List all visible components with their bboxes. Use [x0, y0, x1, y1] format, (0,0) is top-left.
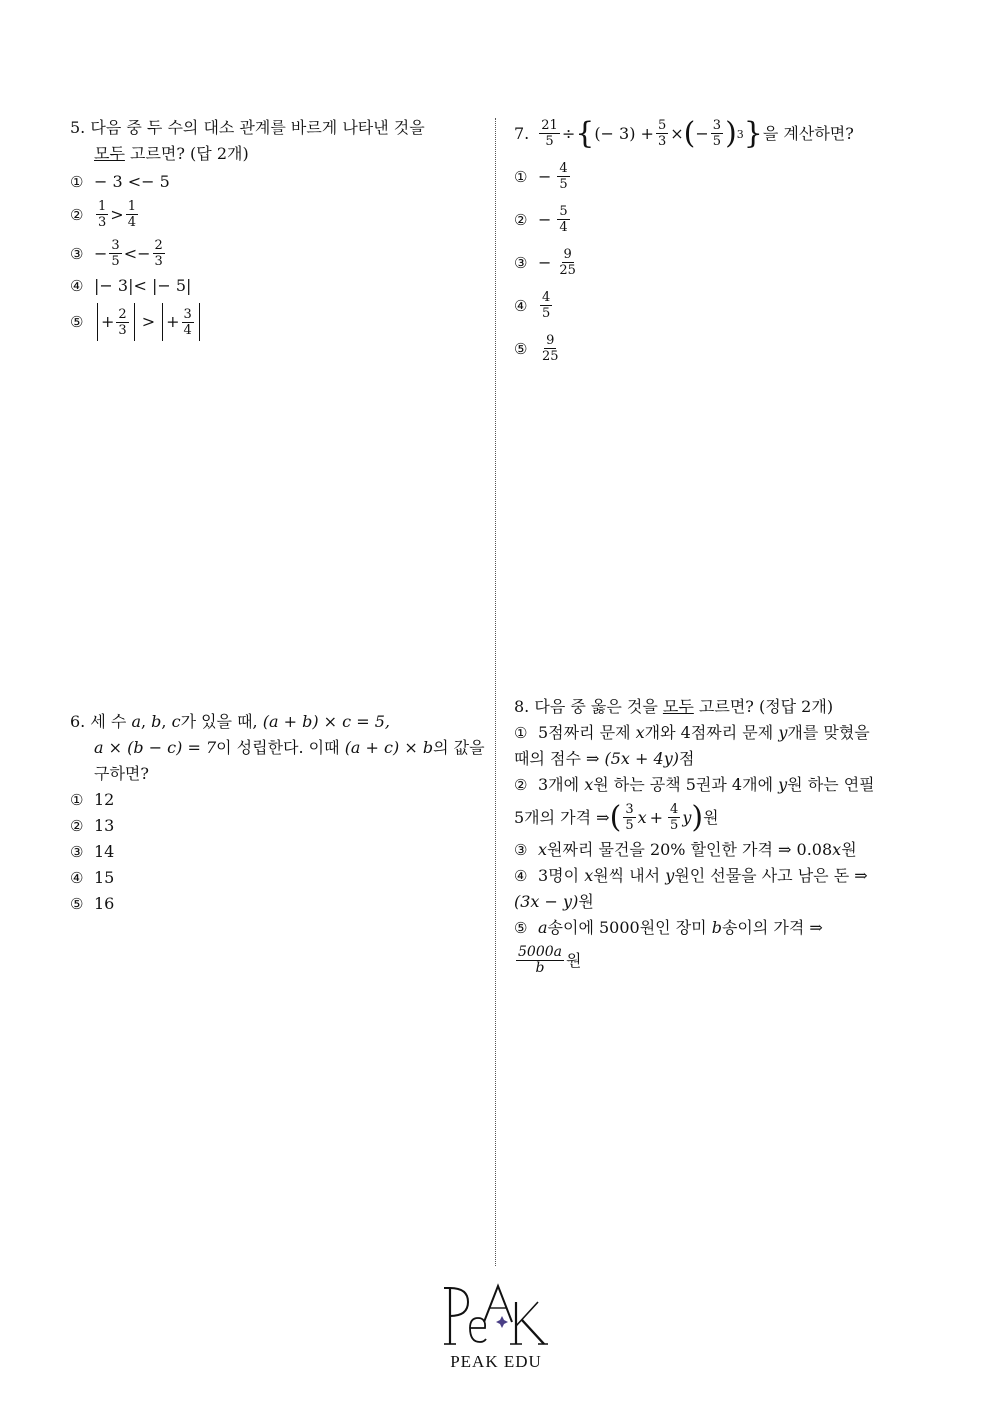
q5-o5-sign-a: +	[101, 312, 115, 331]
q7-option-4-mark: ④	[514, 296, 528, 315]
q5-o5-frac-b: $\frac{3}{4}$	[183, 306, 192, 338]
q7-option-5[interactable]	[514, 333, 854, 364]
q7-minus-sign: −	[695, 123, 709, 143]
q8-option-1-line2	[514, 746, 875, 772]
question-8	[514, 694, 875, 976]
q8-o5-e: 원	[565, 950, 582, 970]
q7-option-5-frac: $\frac{9}{25}$	[542, 333, 559, 364]
q8-o1-c: 개를 맞혔을	[787, 723, 870, 742]
q6-option-4-mark: ④	[70, 869, 84, 887]
q8-o2-y2: y	[682, 807, 692, 827]
q7-number: 7.	[514, 123, 530, 143]
q5-option-4-mark: ④	[70, 277, 84, 295]
q7-brace-close: }	[743, 115, 763, 151]
q6-option-4-text: 15	[94, 868, 115, 887]
q7-option-2-sign: −	[538, 209, 552, 229]
q6-var-c: c	[171, 712, 181, 731]
q5-option-4-text: |− 3|< |− 5|	[94, 276, 192, 295]
q5-o3-frac-b: $\frac{2}{3}$	[154, 238, 163, 269]
q8-option-3[interactable]	[514, 837, 875, 863]
q7-option-1-mark: ①	[514, 167, 528, 186]
q8-underline-word: 모두	[662, 697, 694, 716]
q8-o2-d: 5개의 가격 ⇒	[514, 807, 610, 827]
q8-o2-x: x	[584, 775, 594, 794]
peak-logo-mark	[440, 1282, 552, 1348]
q8-o2-y: y	[778, 775, 788, 794]
q8-o1-a: 5점짜리 문제	[538, 723, 636, 742]
q5-option-1-text: − 3 <− 5	[94, 172, 170, 191]
q5-stem-line1: 다음 중 두 수의 대소 관계를 바르게 나타낸 것을	[90, 118, 425, 137]
q8-o1-expr: (5x + 4y)	[604, 749, 679, 768]
q5-o2-frac-b: $\frac{1}{4}$	[127, 199, 136, 230]
q8-option-3-mark: ③	[514, 841, 528, 859]
q7-stem	[514, 115, 854, 151]
q8-stem-a: 다음 중 옳은 것을	[534, 697, 663, 716]
q8-o2-b: 원 하는 공책 5권과 4개에	[593, 775, 779, 794]
q6-option-3-text: 14	[94, 842, 115, 861]
q5-option-1-mark: ①	[70, 173, 84, 191]
q8-o4-y: y	[665, 866, 675, 885]
q5-option-5[interactable]	[70, 303, 425, 341]
q6-option-5-text: 16	[94, 894, 115, 913]
q6-stem-line2	[70, 735, 485, 761]
q6-var-b: b	[151, 712, 162, 731]
q8-o5-b: 송이에 5000원인 장미	[547, 918, 712, 937]
q7-option-2-frac: $\frac{5}{4}$	[559, 204, 568, 235]
q8-o1-b: 개와 4점짜리 문제	[644, 723, 779, 742]
q6-option-2-text: 13	[94, 816, 115, 835]
q5-option-2-mark: ②	[70, 205, 84, 224]
q8-o2-e: 원	[703, 807, 719, 827]
column-divider	[495, 118, 496, 1266]
q8-stem	[514, 694, 875, 720]
q8-option-1-mark: ①	[514, 724, 528, 742]
q7-option-3-sign: −	[538, 252, 552, 272]
q5-o5-abs-right-a	[134, 303, 135, 341]
q5-o5-frac-a: $\frac{2}{3}$	[118, 306, 127, 338]
q6-stem-line3: 구하면?	[94, 764, 149, 783]
q7-paren-close: )	[725, 115, 737, 151]
q8-o5-frac: $\frac{5000a}{b}$	[518, 944, 562, 976]
q8-option-2[interactable]	[514, 772, 875, 798]
q8-option-4[interactable]	[514, 863, 875, 889]
q6-expr1: (a + b) × c = 5,	[262, 712, 390, 731]
q8-option-2-line2	[514, 799, 875, 835]
q7-lead-frac: $\frac{21}{5}$	[541, 118, 558, 149]
q8-o4-expr: (3x − y)	[514, 892, 579, 911]
q8-o2-paren-open: (	[609, 799, 622, 835]
q5-o5-abs-left-b	[162, 303, 163, 341]
q7-option-4-frac: $\frac{4}{5}$	[542, 290, 551, 321]
question-5	[70, 115, 425, 341]
q8-o4-a: 3명이	[538, 866, 585, 885]
question-6	[70, 709, 485, 917]
q7-option-3[interactable]	[514, 247, 854, 278]
q5-underline-word: 모두	[94, 144, 125, 163]
q7-option-2-mark: ②	[514, 210, 528, 229]
q8-o3-x2: x	[832, 840, 842, 859]
q6-option-1[interactable]	[70, 787, 485, 813]
q8-o1-x: x	[635, 723, 645, 742]
q7-tail-text: 을 계산하면?	[762, 123, 854, 143]
q5-o3-sign: −	[94, 243, 108, 263]
q5-o5-abs-left-a	[97, 303, 98, 341]
q8-o5-c: b	[711, 918, 722, 937]
q6-sep1: ,	[141, 712, 152, 731]
q8-o3-x: x	[538, 840, 548, 859]
q8-o4-c: 원인 선물을 사고 남은 돈 ⇒	[674, 866, 868, 885]
logo-text: PEAK EDU	[450, 1352, 542, 1371]
q5-option-2[interactable]	[70, 199, 425, 230]
q8-o2-a: 3개에	[538, 775, 585, 794]
q5-option-1[interactable]	[70, 169, 425, 195]
q5-option-4[interactable]	[70, 273, 425, 299]
q6-text-b: 가 있을 때,	[180, 712, 263, 731]
q8-o2-frac-1: $\frac{3}{5}$	[625, 802, 634, 833]
q8-o2-x2: x	[637, 807, 647, 827]
q6-stem-line1	[70, 709, 485, 735]
q7-div-sign: ÷	[561, 123, 576, 143]
q8-o5-d: 송이의 가격 ⇒	[721, 918, 823, 937]
q5-number: 5.	[70, 118, 86, 137]
q8-option-5[interactable]	[514, 915, 875, 941]
q8-o1-d: 때의 점수 ⇒	[514, 749, 605, 768]
q8-stem-b: 고르면? (정답 2개)	[693, 697, 834, 716]
q8-o4-b: 원씩 내서	[593, 866, 666, 885]
q6-expr3: (a + c) × b	[344, 738, 434, 757]
q8-option-5-line2	[514, 945, 875, 976]
q8-o3-a: 원짜리 물건을 20% 할인한 가격 ⇒ 0.08	[547, 840, 833, 859]
q6-option-3[interactable]	[70, 839, 485, 865]
q8-o3-b: 원	[841, 840, 857, 859]
q8-o5-a: a	[538, 918, 548, 937]
q8-option-4-mark: ④	[514, 867, 528, 885]
q5-o5-relation: >	[141, 312, 156, 331]
q6-var-a: a	[131, 712, 141, 731]
q7-option-1[interactable]	[514, 161, 854, 192]
q8-option-4-line2	[514, 889, 875, 915]
q7-paren-open: (	[683, 115, 696, 151]
q8-o1-y: y	[778, 723, 788, 742]
q6-number: 6.	[70, 712, 86, 731]
q5-o3-relation: <−	[123, 243, 151, 263]
q6-option-5-mark: ⑤	[70, 895, 84, 913]
q5-stem-rest: 고르면? (답 2개)	[124, 144, 249, 163]
q8-o4-x: x	[584, 866, 594, 885]
q8-option-5-mark: ⑤	[514, 919, 528, 937]
q5-o5-sign-b: +	[166, 312, 180, 331]
q8-o2-frac-2: $\frac{4}{5}$	[670, 802, 679, 833]
q7-exponent: 3	[736, 128, 744, 141]
q6-option-1-text: 12	[94, 790, 115, 809]
q5-option-5-mark: ⑤	[70, 313, 84, 331]
q6-text-d: 의 값을	[433, 738, 485, 757]
q7-times-sign: ×	[670, 123, 684, 143]
q8-number: 8.	[514, 697, 530, 716]
q8-o1-e: 점	[678, 749, 695, 768]
q5-o5-abs-right-b	[199, 303, 200, 341]
q5-option-3[interactable]	[70, 238, 425, 269]
q8-o2-plus: +	[649, 807, 664, 827]
q8-o4-d: 원	[578, 892, 594, 911]
q7-frac-2: $\frac{3}{5}$	[712, 118, 722, 149]
q6-option-1-mark: ①	[70, 791, 84, 809]
q6-option-2[interactable]	[70, 813, 485, 839]
q5-option-3-mark: ③	[70, 244, 84, 263]
q5-stem	[70, 115, 425, 141]
q7-frac-1: $\frac{5}{3}$	[657, 118, 667, 149]
peak-edu-logo	[440, 1282, 552, 1372]
q7-brace-open: {	[575, 115, 595, 151]
q6-option-3-mark: ③	[70, 843, 84, 861]
q7-inner-term: (− 3) +	[594, 123, 654, 143]
q6-text-c: 이 성립한다. 이때	[216, 738, 345, 757]
q5-o2-relation: >	[110, 204, 124, 224]
q5-stem-line2	[70, 141, 425, 167]
q7-option-5-mark: ⑤	[514, 339, 528, 358]
q6-option-2-mark: ②	[70, 817, 84, 835]
q5-o2-frac-a: $\frac{1}{3}$	[98, 199, 107, 230]
q8-option-2-mark: ②	[514, 776, 528, 794]
q7-option-1-sign: −	[538, 166, 552, 186]
q6-sep2: ,	[161, 712, 172, 731]
q6-option-4[interactable]	[70, 865, 485, 891]
q5-o3-frac-a: $\frac{3}{5}$	[111, 238, 120, 269]
question-7	[514, 115, 854, 364]
q7-option-4[interactable]	[514, 290, 854, 321]
q7-option-3-mark: ③	[514, 253, 528, 272]
q6-option-5[interactable]	[70, 891, 485, 917]
q7-option-3-frac: $\frac{9}{25}$	[559, 247, 576, 278]
q8-o2-paren-close: )	[691, 799, 704, 835]
q6-text-a: 세 수	[90, 712, 132, 731]
q7-option-1-frac: $\frac{4}{5}$	[559, 161, 568, 192]
q8-o2-c: 원 하는 연필	[787, 775, 875, 794]
q6-expr2: a × (b − c) = 7	[94, 738, 217, 757]
q7-option-2[interactable]	[514, 204, 854, 235]
q8-option-1[interactable]	[514, 720, 875, 746]
